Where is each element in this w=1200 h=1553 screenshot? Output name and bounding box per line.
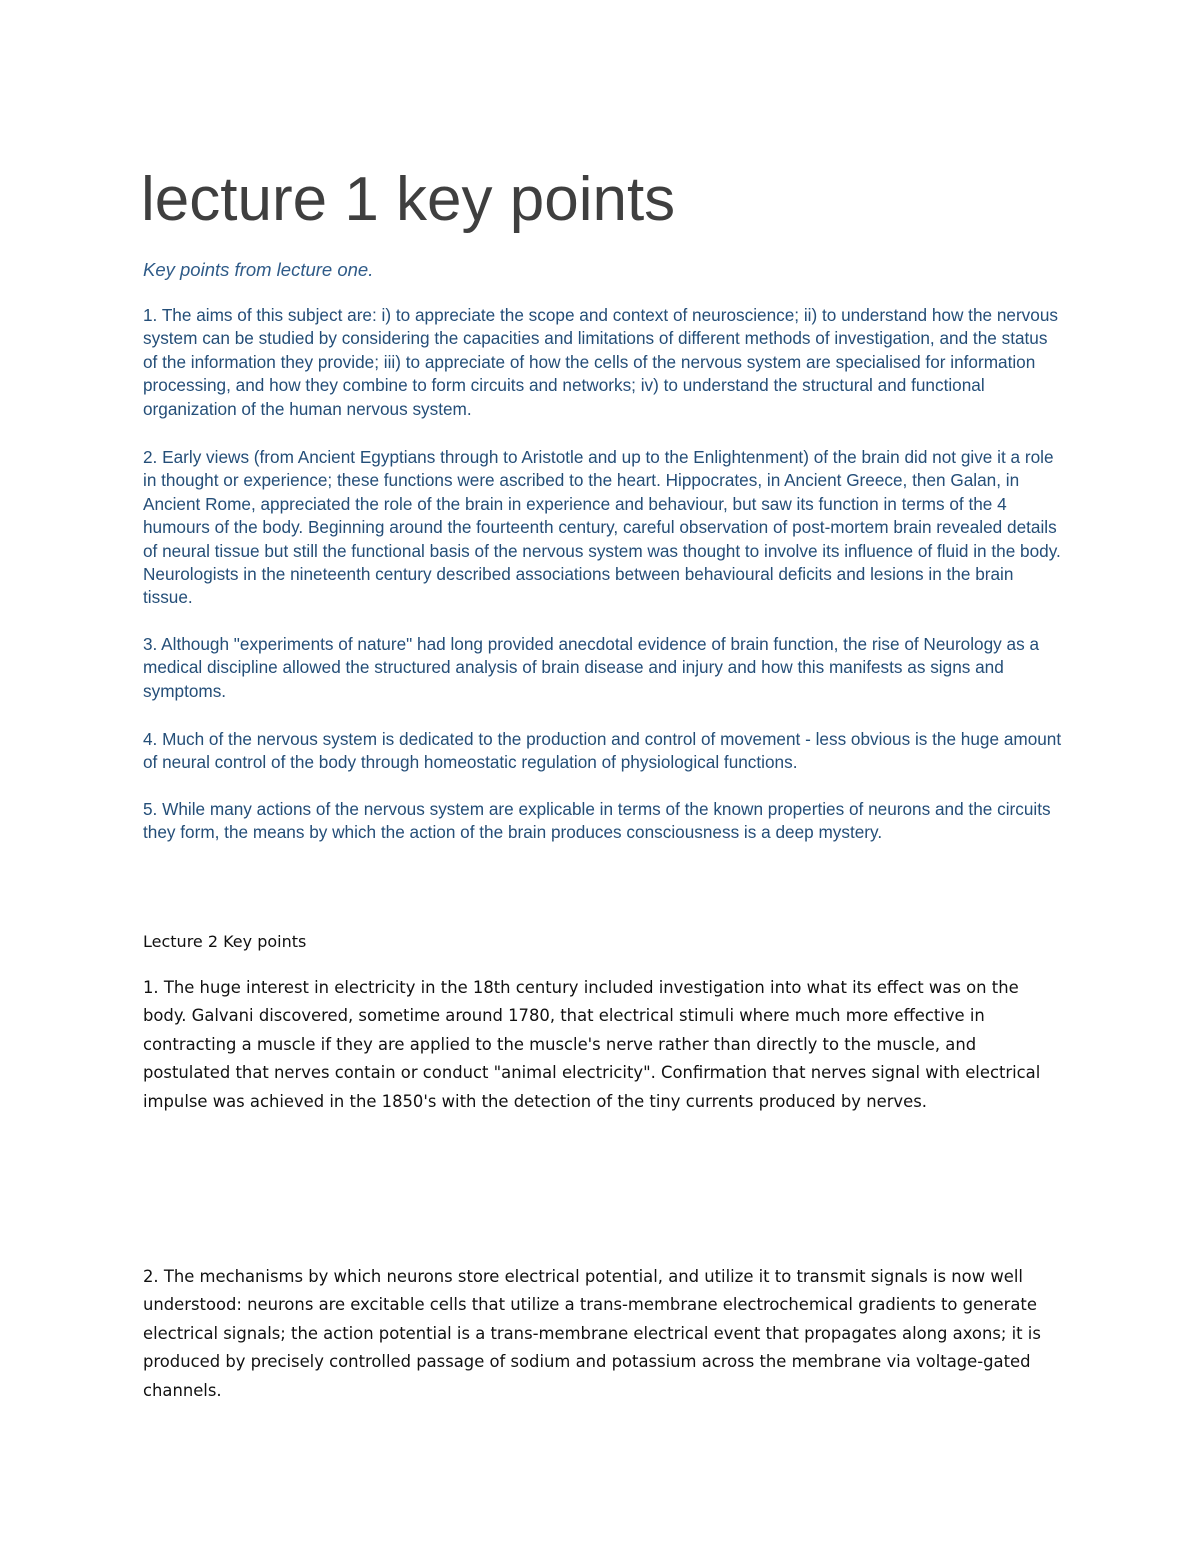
lecture1-point — [143, 304, 1063, 421]
point-text: While many actions of the nervous system are explicable in terms of the known properties of neurons and the circuits they form, the means by which the action of the brain produces consciousness is a deep mystery. — [143, 799, 1051, 843]
point-text: The mechanisms by which neurons store electrical potential, and utilize it to transmit signals is now well understood: neurons are excitable cells that utilize a trans-membrane electrochemical gradients to generate electrical signals; the action potential is a trans-membrane electrical event that propagates along axons; it is produced by precisely controlled passage of sodium and potassium across the membrane via voltage-gated channels. — [143, 1267, 1041, 1400]
point-text: The huge interest in electricity in the 18th century included investigation into what its effect was on the body. Galvani discovered, sometime around 1780, that electrical stimuli where much more effective in contracting a muscle if they are applied to the muscle's nerve rather than directly to the muscle, and postulated that nerves contain or conduct "animal electricity". Confirmation that nerves signal with electrical impulse was achieved in the 1850's with the detection of the tiny currents produced by nerves. — [143, 978, 1041, 1111]
lecture1-subtitle: Key points from lecture one. — [143, 259, 374, 280]
lecture1-point — [143, 446, 1063, 610]
point-number: 3. — [143, 634, 158, 654]
point-text: Although "experiments of nature" had long provided anecdotal evidence of brain function, the rise of Neurology as a medical discipline allowed the structured analysis of brain disease and injury and how this manifests as signs and symptoms. — [143, 634, 1040, 701]
lecture2-heading: Lecture 2 Key points — [143, 932, 307, 951]
lecture1-point — [143, 728, 1063, 775]
point-number: 1. — [143, 978, 159, 997]
point-number: 5. — [143, 799, 158, 819]
point-number: 4. — [143, 729, 158, 749]
lecture2-point — [143, 974, 1058, 1116]
point-number: 2. — [143, 1267, 159, 1286]
page-title: lecture 1 key points — [141, 165, 676, 234]
point-text: Much of the nervous system is dedicated to the production and control of movement - less obvious is the huge amount of neural control of the body through homeostatic regulation of physiological functions. — [143, 729, 1062, 773]
point-number: 2. — [143, 447, 158, 467]
point-text: The aims of this subject are: i) to appreciate the scope and context of neuroscience; ii) to understand how the nervous system can be studied by considering the capacities and limitations of different methods of investigation, and the status of the information they provide; iii) to appreciate of how the cells of the nervous system are specialised for information processing, and how they combine to form circuits and networks; iv) to understand the structural and functional organization of the human nervous system. — [143, 305, 1058, 419]
lecture2-point — [143, 1263, 1058, 1405]
lecture1-point — [143, 633, 1063, 703]
lecture1-point — [143, 798, 1063, 845]
point-text: Early views (from Ancient Egyptians through to Aristotle and up to the Enlightenment) of the brain did not give it a role in thought or experience; these functions were ascribed to the heart. Hippocrates, in Ancient Greece, then Galan, in Ancient Rome, appreciated the role of the brain in experience and behaviour, but saw its function in terms of the 4 humours of the body. Beginning around the fourteenth century, careful observation of post-mortem brain revealed details of neural tissue but still the functional basis of the nervous system was thought to involve its influence of fluid in the body. Neurologists in the nineteenth century described associations between behavioural deficits and lesions in the brain tissue. — [143, 447, 1061, 608]
point-number: 1. — [143, 305, 158, 325]
